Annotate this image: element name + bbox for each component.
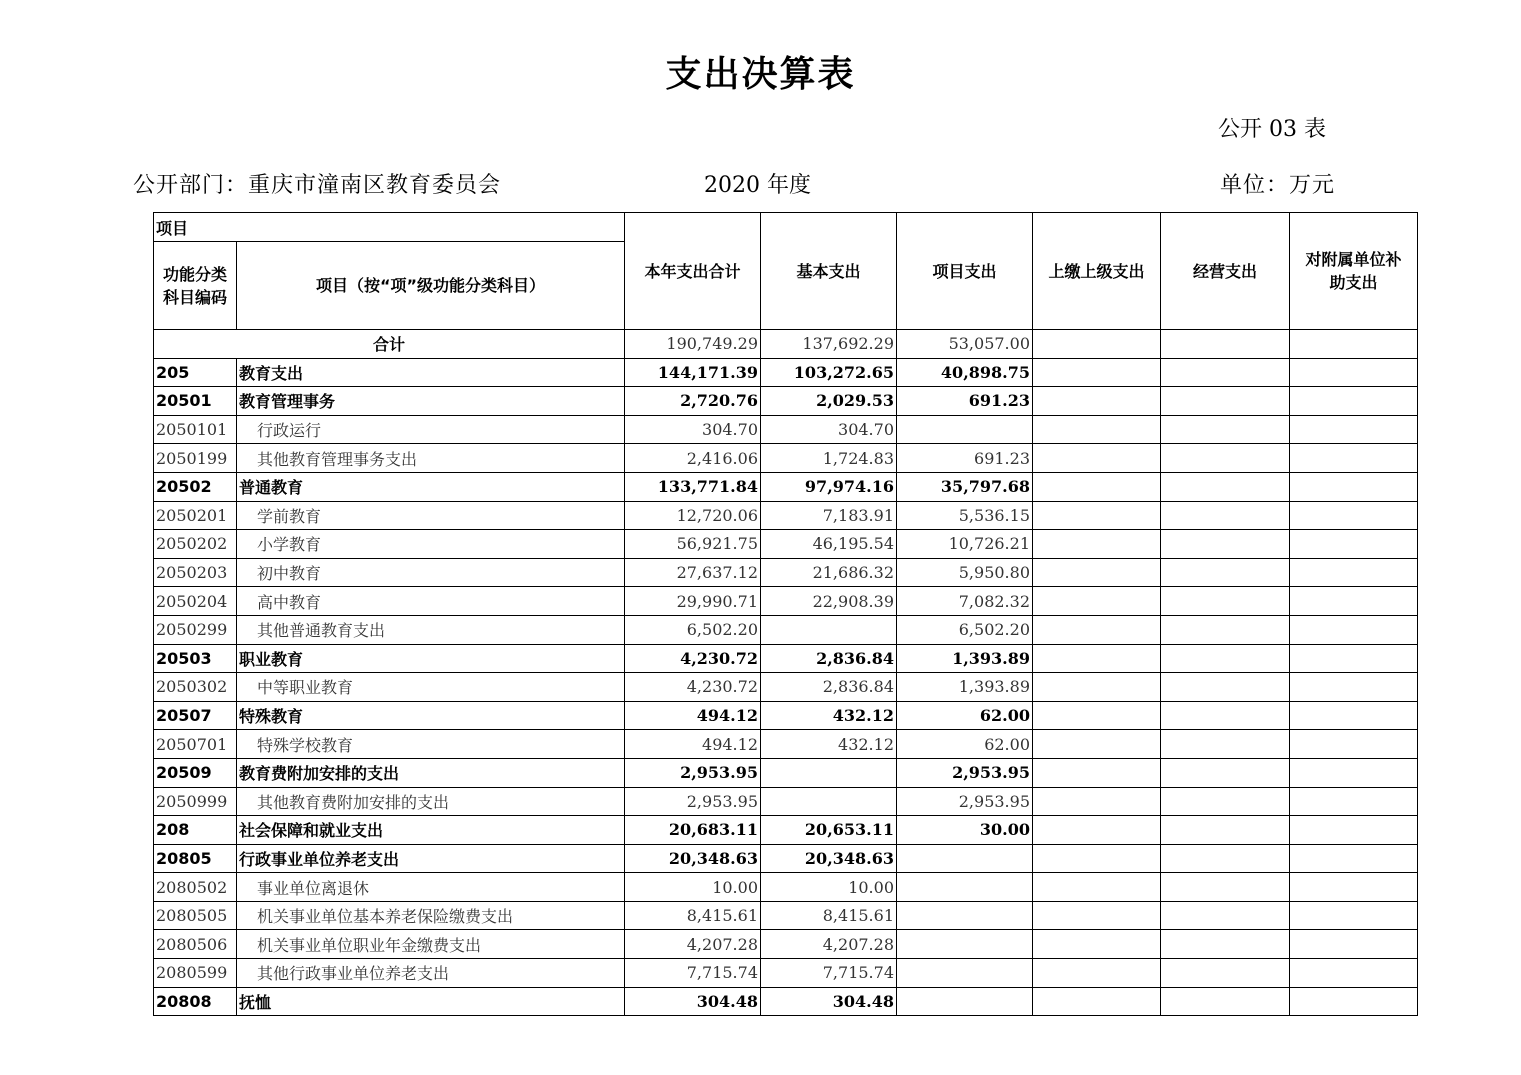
cell-total: 2,720.76: [625, 387, 761, 416]
cell-business: [1161, 873, 1290, 902]
cell-subsidy: [1290, 959, 1418, 988]
cell-name: 机关事业单位职业年金缴费支出: [237, 930, 625, 959]
cell-business: [1161, 444, 1290, 473]
cell-project: [897, 901, 1033, 930]
cell-subsidy: [1290, 987, 1418, 1016]
cell-project: 7,082.32: [897, 587, 1033, 616]
cell-project: 35,797.68: [897, 472, 1033, 501]
cell-upper: [1033, 844, 1161, 873]
cell-business: [1161, 987, 1290, 1016]
cell-business: [1161, 358, 1290, 387]
cell-project: 1,393.89: [897, 673, 1033, 702]
cell-upper: [1033, 587, 1161, 616]
cell-total: 20,683.11: [625, 816, 761, 845]
cell-business: [1161, 530, 1290, 559]
cell-basic: 20,653.11: [761, 816, 897, 845]
cell-name: 行政运行: [237, 415, 625, 444]
table-row: [154, 930, 1418, 959]
cell-name: 学前教育: [237, 501, 625, 530]
cell-total: 494.12: [625, 701, 761, 730]
cell-business: [1161, 387, 1290, 416]
cell-code: 2050101: [154, 415, 237, 444]
table-row: [154, 358, 1418, 387]
cell-code: 20808: [154, 987, 237, 1016]
cell-basic: 20,348.63: [761, 844, 897, 873]
cell-code: 2050203: [154, 558, 237, 587]
cell-subsidy: [1290, 816, 1418, 845]
cell-name: 事业单位离退休: [237, 873, 625, 902]
cell-subsidy: [1290, 673, 1418, 702]
cell-upper: [1033, 444, 1161, 473]
cell-code: 20502: [154, 472, 237, 501]
cell-upper: [1033, 615, 1161, 644]
table-row: [154, 387, 1418, 416]
cell-code: 2050999: [154, 787, 237, 816]
cell-total: 304.70: [625, 415, 761, 444]
cell-name: 教育支出: [237, 358, 625, 387]
header-business: 经营支出: [1161, 213, 1290, 330]
cell-basic: 432.12: [761, 730, 897, 759]
header-basic: 基本支出: [761, 213, 897, 330]
table-row: [154, 844, 1418, 873]
cell-code: 208: [154, 816, 237, 845]
cell-total: 4,207.28: [625, 930, 761, 959]
cell-subsidy: [1290, 615, 1418, 644]
cell-code: 20507: [154, 701, 237, 730]
total-project: 53,057.00: [897, 330, 1033, 359]
cell-upper: [1033, 873, 1161, 902]
cell-subsidy: [1290, 387, 1418, 416]
cell-business: [1161, 959, 1290, 988]
table-row: [154, 644, 1418, 673]
cell-total: 29,990.71: [625, 587, 761, 616]
cell-upper: [1033, 415, 1161, 444]
table-row: [154, 787, 1418, 816]
cell-name: 普通教育: [237, 472, 625, 501]
cell-project: 40,898.75: [897, 358, 1033, 387]
cell-upper: [1033, 644, 1161, 673]
header-name: 项目（按“项”级功能分类科目）: [237, 242, 625, 330]
cell-subsidy: [1290, 644, 1418, 673]
table-row: [154, 701, 1418, 730]
cell-subsidy: [1290, 873, 1418, 902]
total-upper: [1033, 330, 1161, 359]
cell-name: 其他普通教育支出: [237, 615, 625, 644]
cell-upper: [1033, 558, 1161, 587]
cell-code: 2080502: [154, 873, 237, 902]
cell-project: 691.23: [897, 444, 1033, 473]
header-upper: 上缴上级支出: [1033, 213, 1161, 330]
unit-label: 单位：万元: [1220, 173, 1336, 198]
cell-name: 其他教育费附加安排的支出: [237, 787, 625, 816]
cell-business: [1161, 673, 1290, 702]
expenditure-table: [153, 212, 1418, 1016]
cell-upper: [1033, 787, 1161, 816]
table-row: [154, 415, 1418, 444]
table-row: [154, 444, 1418, 473]
cell-business: [1161, 587, 1290, 616]
cell-upper: [1033, 959, 1161, 988]
cell-basic: 432.12: [761, 701, 897, 730]
cell-business: [1161, 701, 1290, 730]
cell-project: [897, 930, 1033, 959]
cell-subsidy: [1290, 472, 1418, 501]
cell-subsidy: [1290, 415, 1418, 444]
header-item: 项目: [154, 213, 625, 242]
cell-name: 抚恤: [237, 987, 625, 1016]
cell-basic: 46,195.54: [761, 530, 897, 559]
cell-code: 2080506: [154, 930, 237, 959]
cell-code: 2050199: [154, 444, 237, 473]
department-label: 公开部门：重庆市潼南区教育委员会: [133, 173, 502, 198]
cell-upper: [1033, 673, 1161, 702]
cell-subsidy: [1290, 901, 1418, 930]
cell-subsidy: [1290, 844, 1418, 873]
cell-basic: 97,974.16: [761, 472, 897, 501]
total-row: [154, 330, 1418, 359]
cell-upper: [1033, 501, 1161, 530]
cell-upper: [1033, 987, 1161, 1016]
cell-upper: [1033, 730, 1161, 759]
cell-total: 10.00: [625, 873, 761, 902]
cell-name: 行政事业单位养老支出: [237, 844, 625, 873]
cell-subsidy: [1290, 701, 1418, 730]
cell-project: 691.23: [897, 387, 1033, 416]
cell-project: [897, 959, 1033, 988]
cell-code: 2050701: [154, 730, 237, 759]
cell-total: 304.48: [625, 987, 761, 1016]
cell-business: [1161, 644, 1290, 673]
cell-project: 5,536.15: [897, 501, 1033, 530]
cell-name: 其他教育管理事务支出: [237, 444, 625, 473]
cell-name: 特殊学校教育: [237, 730, 625, 759]
cell-subsidy: [1290, 730, 1418, 759]
cell-basic: 10.00: [761, 873, 897, 902]
cell-total: 8,415.61: [625, 901, 761, 930]
cell-name: 社会保障和就业支出: [237, 816, 625, 845]
cell-business: [1161, 730, 1290, 759]
table-row: [154, 501, 1418, 530]
cell-name: 高中教育: [237, 587, 625, 616]
cell-basic: 7,183.91: [761, 501, 897, 530]
cell-total: 6,502.20: [625, 615, 761, 644]
table-body: [154, 330, 1418, 1016]
total-amount: 190,749.29: [625, 330, 761, 359]
cell-basic: [761, 787, 897, 816]
table-row: [154, 816, 1418, 845]
total-subsidy: [1290, 330, 1418, 359]
cell-basic: 4,207.28: [761, 930, 897, 959]
cell-name: 其他行政事业单位养老支出: [237, 959, 625, 988]
header-total: 本年支出合计: [625, 213, 761, 330]
cell-business: [1161, 501, 1290, 530]
cell-subsidy: [1290, 444, 1418, 473]
cell-business: [1161, 558, 1290, 587]
table-row: [154, 987, 1418, 1016]
cell-business: [1161, 415, 1290, 444]
cell-code: 2050202: [154, 530, 237, 559]
table-row: [154, 959, 1418, 988]
cell-upper: [1033, 387, 1161, 416]
cell-project: [897, 873, 1033, 902]
table-row: [154, 758, 1418, 787]
cell-business: [1161, 615, 1290, 644]
cell-project: 2,953.95: [897, 758, 1033, 787]
cell-total: 133,771.84: [625, 472, 761, 501]
cell-project: [897, 415, 1033, 444]
cell-business: [1161, 901, 1290, 930]
cell-code: 2050302: [154, 673, 237, 702]
cell-project: 62.00: [897, 730, 1033, 759]
cell-code: 20509: [154, 758, 237, 787]
cell-project: [897, 844, 1033, 873]
cell-name: 初中教育: [237, 558, 625, 587]
cell-name: 机关事业单位基本养老保险缴费支出: [237, 901, 625, 930]
cell-project: 2,953.95: [897, 787, 1033, 816]
table-row: [154, 901, 1418, 930]
page-title: 支出决算表: [665, 54, 856, 95]
cell-name: 教育费附加安排的支出: [237, 758, 625, 787]
cell-upper: [1033, 901, 1161, 930]
cell-project: 1,393.89: [897, 644, 1033, 673]
cell-total: 12,720.06: [625, 501, 761, 530]
cell-subsidy: [1290, 530, 1418, 559]
cell-code: 2050204: [154, 587, 237, 616]
cell-total: 4,230.72: [625, 673, 761, 702]
cell-subsidy: [1290, 558, 1418, 587]
fiscal-year: 2020 年度: [704, 173, 811, 198]
cell-project: 10,726.21: [897, 530, 1033, 559]
table-row: [154, 615, 1418, 644]
cell-total: 2,416.06: [625, 444, 761, 473]
cell-business: [1161, 816, 1290, 845]
cell-subsidy: [1290, 358, 1418, 387]
form-number: 公开 03 表: [1218, 117, 1326, 142]
cell-total: 2,953.95: [625, 787, 761, 816]
cell-total: 2,953.95: [625, 758, 761, 787]
cell-code: 2050201: [154, 501, 237, 530]
cell-total: 7,715.74: [625, 959, 761, 988]
table-row: [154, 558, 1418, 587]
cell-subsidy: [1290, 587, 1418, 616]
cell-name: 特殊教育: [237, 701, 625, 730]
header-project: 项目支出: [897, 213, 1033, 330]
cell-code: 20503: [154, 644, 237, 673]
table-row: [154, 873, 1418, 902]
cell-business: [1161, 472, 1290, 501]
cell-basic: 304.70: [761, 415, 897, 444]
total-label: 合计: [154, 330, 625, 359]
cell-name: 中等职业教育: [237, 673, 625, 702]
cell-basic: 22,908.39: [761, 587, 897, 616]
cell-code: 2050299: [154, 615, 237, 644]
cell-project: 5,950.80: [897, 558, 1033, 587]
cell-code: 20501: [154, 387, 237, 416]
cell-basic: 7,715.74: [761, 959, 897, 988]
cell-basic: 103,272.65: [761, 358, 897, 387]
table-row: [154, 730, 1418, 759]
cell-code: 2080505: [154, 901, 237, 930]
total-basic: 137,692.29: [761, 330, 897, 359]
cell-code: 2080599: [154, 959, 237, 988]
cell-name: 教育管理事务: [237, 387, 625, 416]
cell-basic: 2,836.84: [761, 644, 897, 673]
cell-basic: 304.48: [761, 987, 897, 1016]
table-row: [154, 587, 1418, 616]
cell-basic: 1,724.83: [761, 444, 897, 473]
header-code: 功能分类科目编码: [154, 242, 237, 330]
cell-project: 6,502.20: [897, 615, 1033, 644]
cell-code: 20805: [154, 844, 237, 873]
cell-project: [897, 987, 1033, 1016]
cell-subsidy: [1290, 930, 1418, 959]
cell-total: 56,921.75: [625, 530, 761, 559]
cell-business: [1161, 930, 1290, 959]
cell-basic: 21,686.32: [761, 558, 897, 587]
cell-upper: [1033, 701, 1161, 730]
cell-project: 62.00: [897, 701, 1033, 730]
cell-name: 职业教育: [237, 644, 625, 673]
header-subsidy: 对附属单位补助支出: [1290, 213, 1418, 330]
cell-total: 144,171.39: [625, 358, 761, 387]
cell-basic: [761, 615, 897, 644]
cell-upper: [1033, 530, 1161, 559]
cell-basic: 2,029.53: [761, 387, 897, 416]
cell-basic: 8,415.61: [761, 901, 897, 930]
cell-upper: [1033, 358, 1161, 387]
total-business: [1161, 330, 1290, 359]
table-row: [154, 673, 1418, 702]
cell-code: 205: [154, 358, 237, 387]
cell-total: 20,348.63: [625, 844, 761, 873]
cell-business: [1161, 758, 1290, 787]
cell-total: 27,637.12: [625, 558, 761, 587]
cell-upper: [1033, 816, 1161, 845]
cell-upper: [1033, 472, 1161, 501]
cell-subsidy: [1290, 501, 1418, 530]
table-row: [154, 472, 1418, 501]
cell-upper: [1033, 930, 1161, 959]
cell-business: [1161, 844, 1290, 873]
cell-upper: [1033, 758, 1161, 787]
table-row: [154, 530, 1418, 559]
cell-business: [1161, 787, 1290, 816]
cell-subsidy: [1290, 787, 1418, 816]
cell-basic: 2,836.84: [761, 673, 897, 702]
cell-basic: [761, 758, 897, 787]
cell-name: 小学教育: [237, 530, 625, 559]
cell-total: 494.12: [625, 730, 761, 759]
cell-subsidy: [1290, 758, 1418, 787]
cell-total: 4,230.72: [625, 644, 761, 673]
cell-project: 30.00: [897, 816, 1033, 845]
